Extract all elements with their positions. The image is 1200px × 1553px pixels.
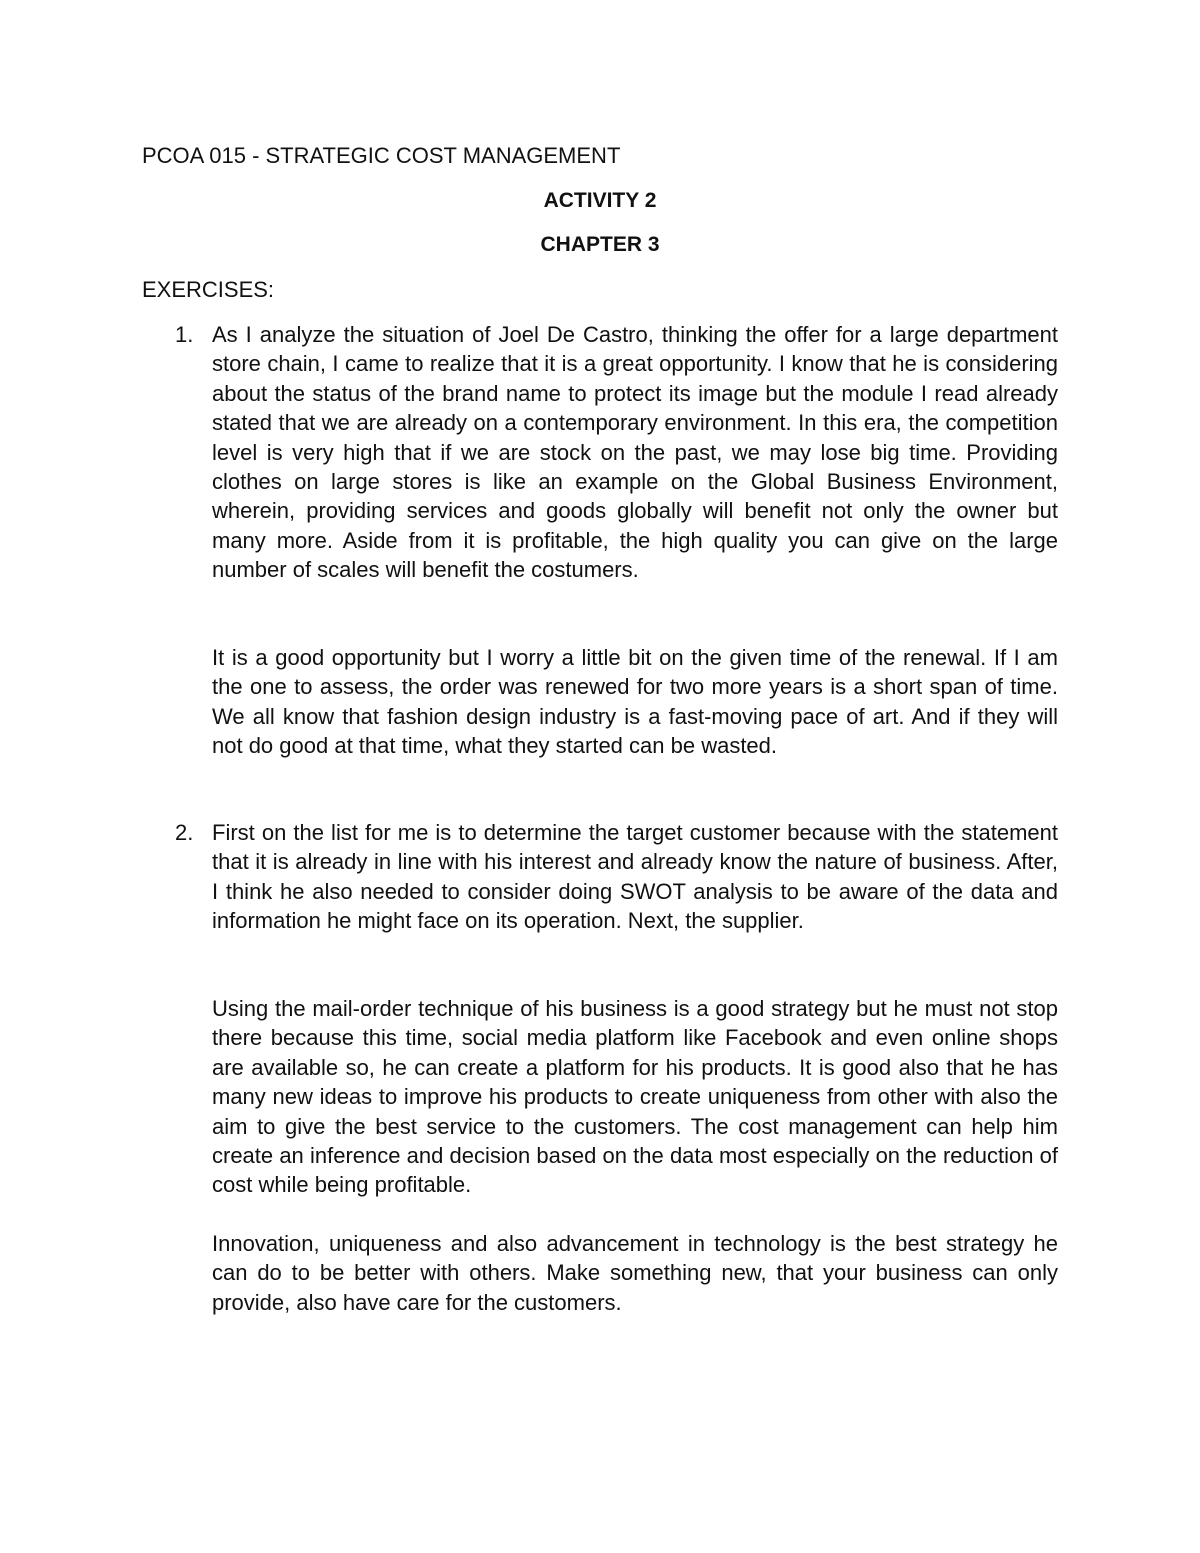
exercise-number: 2. [175, 820, 194, 845]
activity-heading: ACTIVITY 2 [543, 189, 657, 212]
exercise-paragraph: As I analyze the situation of Joel De Castro, thinking the offer for a large department store chain, I came to realize that it is a great opportunity. I know that he is considering about the status of the brand name to protect its image but the module I read already stated that we are already on a contemporary environment. In this era, the competition level is very high that if we are stock on the past, we may lose big time. Providing clothes on large stores is like an example on the Global Business Environment, wherein, providing services and goods globally will benefit not only the owner but many more. Aside from it is profitable, the high quality you can give on the large number of scales will benefit the costumers. [212, 322, 1058, 583]
exercise-paragraph: First on the list for me is to determine the target customer because with the statement that it is already in line with his interest and already know the nature of business. After, I think he also needed to consider doing SWOT analysis to be aware of the data and information he might face on its operation. Next, the supplier. [212, 820, 1058, 934]
exercise-paragraph: Innovation, uniqueness and also advancement in technology is the best strategy he can do to be better with others. Make something new, that your business can only provide, also have care for the customers. [212, 1231, 1058, 1315]
exercise-paragraph: Using the mail-order technique of his business is a good strategy but he must not stop there because this time, social media platform like Facebook and even online shops are available so, he can create a platform for his products. It is good also that he has many new ideas to improve his products to create uniqueness from other with also the aim to give the best service to the customers. The cost management can help him create an inference and decision based on the data most especially on the reduction of cost while being profitable. [212, 996, 1058, 1198]
exercises-label: EXERCISES: [142, 277, 275, 302]
course-title: PCOA 015 - STRATEGIC COST MANAGEMENT [142, 143, 621, 168]
exercise-paragraph: It is a good opportunity but I worry a little bit on the given time of the renewal. If I am the one to assess, the order was renewed for two more years is a short span of time. We all know that fashion design industry is a fast-moving pace of art. And if they will not do good at that time, what they started can be wasted. [212, 645, 1058, 759]
exercise-number: 1. [175, 322, 194, 347]
chapter-heading: CHAPTER 3 [540, 233, 660, 256]
